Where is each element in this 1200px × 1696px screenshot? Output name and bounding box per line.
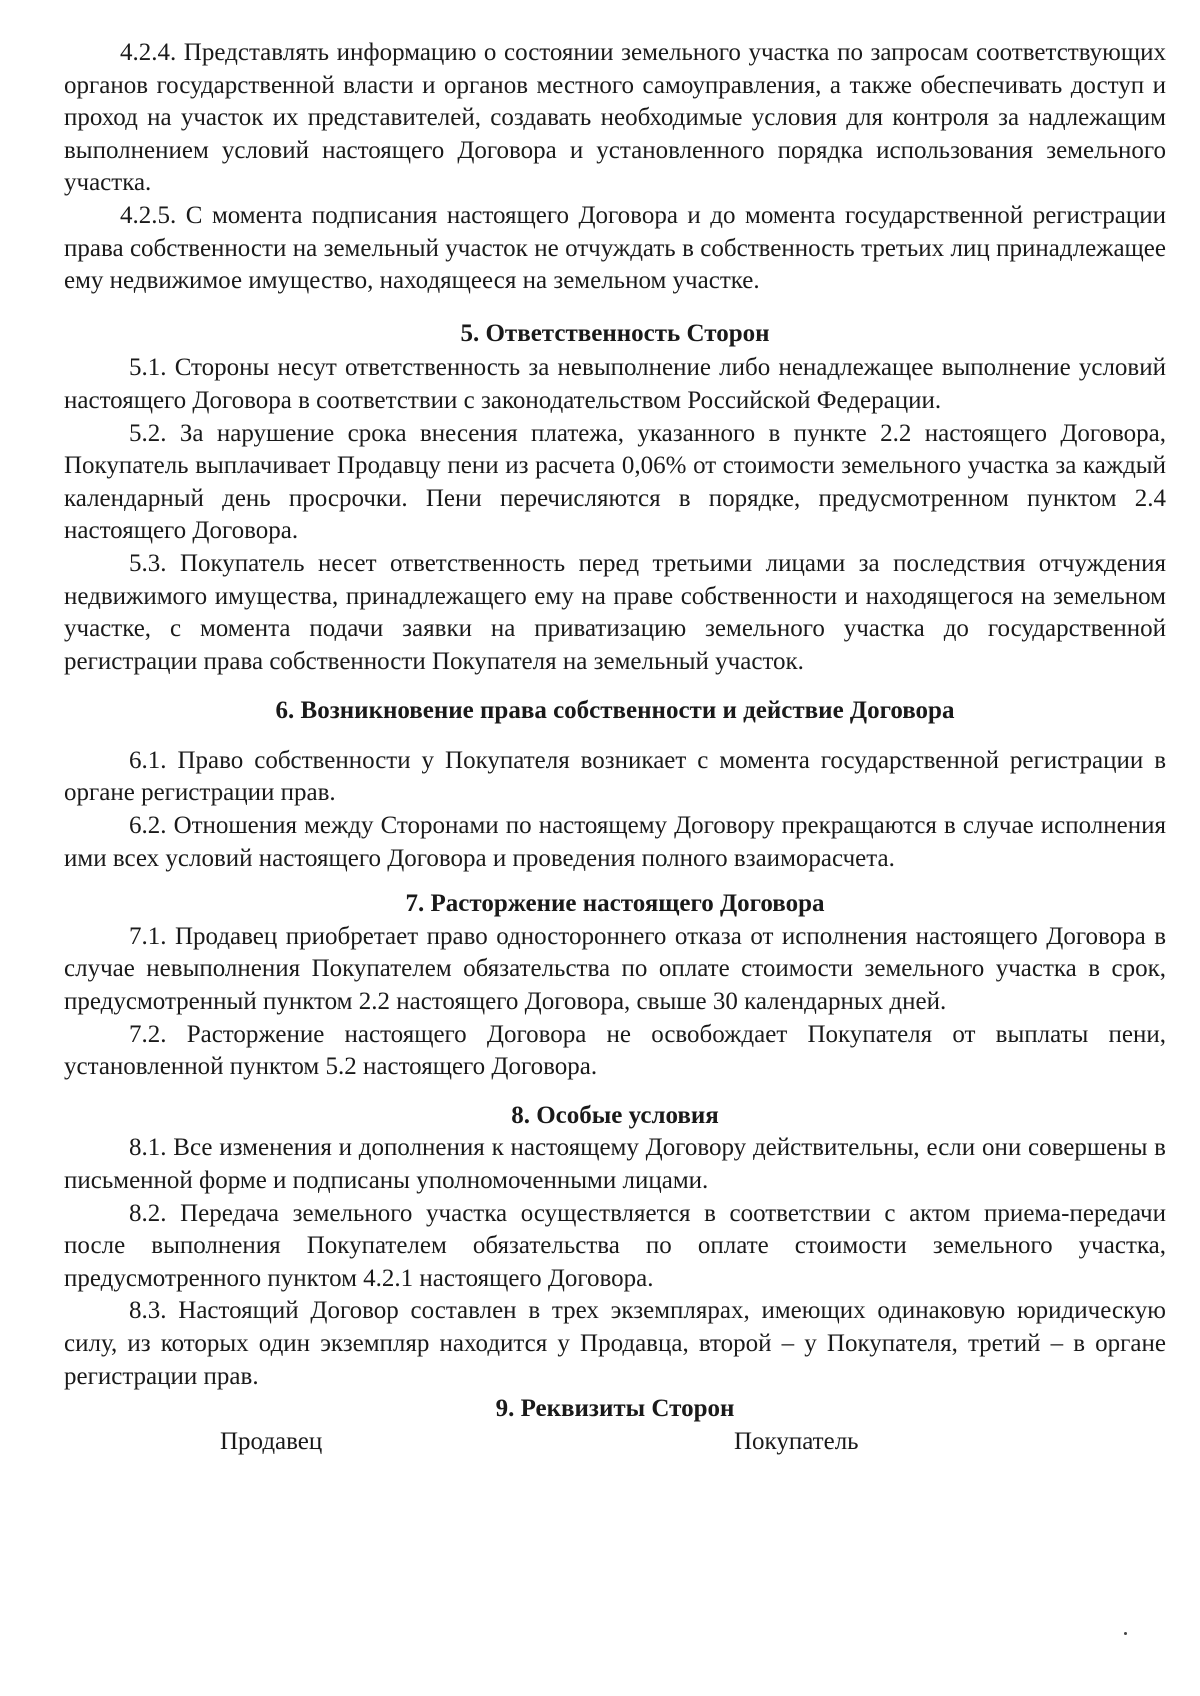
clause-8-3: 8.3. Настоящий Договор составлен в трех экземплярах, имеющих одинаковую юридическую силу, из которых один экземпляр находится у Продавца, второй – у Покупателя, третий – в органе регистрации прав. [64, 1297, 1166, 1390]
clause-5-1: 5.1. Стороны несут ответственность за невыполнение либо ненадлежащее выполнение условий настоящего Договора в соответствии с законодательством Российской Федерации. [64, 354, 1166, 414]
clause-4-2-5: 4.2.5. С момента подписания настоящего Договора и до момента государственной регистрации права собственности на земельный участок не отчуждать в собственность третьих лиц принадлежащее ему недвижимое имущество, находящееся на земельном участке. [64, 201, 1166, 295]
parties-row [64, 1426, 1166, 1460]
section-5-heading: 5. Ответственность Сторон [460, 319, 770, 347]
clause-7-2: 7.2. Расторжение настоящего Договора не освобождает Покупателя от выплаты пени, установленной пунктом 5.2 настоящего Договора. [64, 1020, 1166, 1081]
clause-6-1: 6.1. Право собственности у Покупателя возникает с момента государственной регистрации в органе регистрации прав. [64, 746, 1166, 807]
clause-6-2: 6.2. Отношения между Сторонами по настоящему Договору прекращаются в случае исполнения ими всех условий настоящего Договора и проведения полного взаиморасчета. [64, 812, 1166, 872]
clause-4-2-4: 4.2.4. Представлять информацию о состоянии земельного участка по запросам соответствующих органов государственной власти и органов местного самоуправления, а также обеспечивать доступ и проход на участок их представителей, создавать необходимые условия для контроля за надлежащим выполнением условий настоящего Договора и установленного порядка использования земельного участка. [64, 39, 1166, 197]
scan-speck [1124, 1632, 1127, 1635]
clause-5-3: 5.3. Покупатель несет ответственность перед третьими лицами за последствия отчуждения недвижимого имущества, принадлежащего ему на праве собственности и находящегося на земельном участке, с момента подачи заявки на приватизацию земельного участка до государственной регистрации права собственности Покупателя на земельный участок. [64, 549, 1166, 675]
clause-7-1: 7.1. Продавец приобретает право одностороннего отказа от исполнения настоящего Договора в случае невыполнения Покупателем обязательства по оплате стоимости земельного участка в срок, предусмотренный пунктом 2.2 настоящего Договора, свыше 30 календарных дней. [64, 922, 1166, 1016]
clause-5-2: 5.2. За нарушение срока внесения платежа, указанного в пункте 2.2 настоящего Договора, Покупатель выплачивает Продавцу пени из расчета 0,06% от стоимости земельного участка за каждый календарный день просрочки. Пени перечисляются в порядке, предусмотренном пунктом 2.4 настоящего Договора. [64, 419, 1166, 545]
section-9-heading: 9. Реквизиты Сторон [495, 1395, 735, 1423]
seller-label: Продавец [220, 1427, 323, 1455]
section-6-heading: 6. Возникновение права собственности и действие Договора [275, 697, 955, 725]
document-body [64, 37, 1166, 1460]
section-8-heading: 8. Особые условия [511, 1101, 719, 1129]
clause-8-1: 8.1. Все изменения и дополнения к настоящему Договору действительны, если они совершены в письменной форме и подписаны уполномоченными лицами. [64, 1134, 1166, 1194]
clause-8-2: 8.2. Передача земельного участка осуществляется в соответствии с актом приема-передачи после выполнения Покупателем обязательства по оплате стоимости земельного участка, предусмотренного пунктом 4.2.1 настоящего Договора. [64, 1199, 1166, 1292]
section-7-heading: 7. Расторжение настоящего Договора [405, 890, 825, 918]
buyer-label: Покупатель [734, 1427, 859, 1455]
